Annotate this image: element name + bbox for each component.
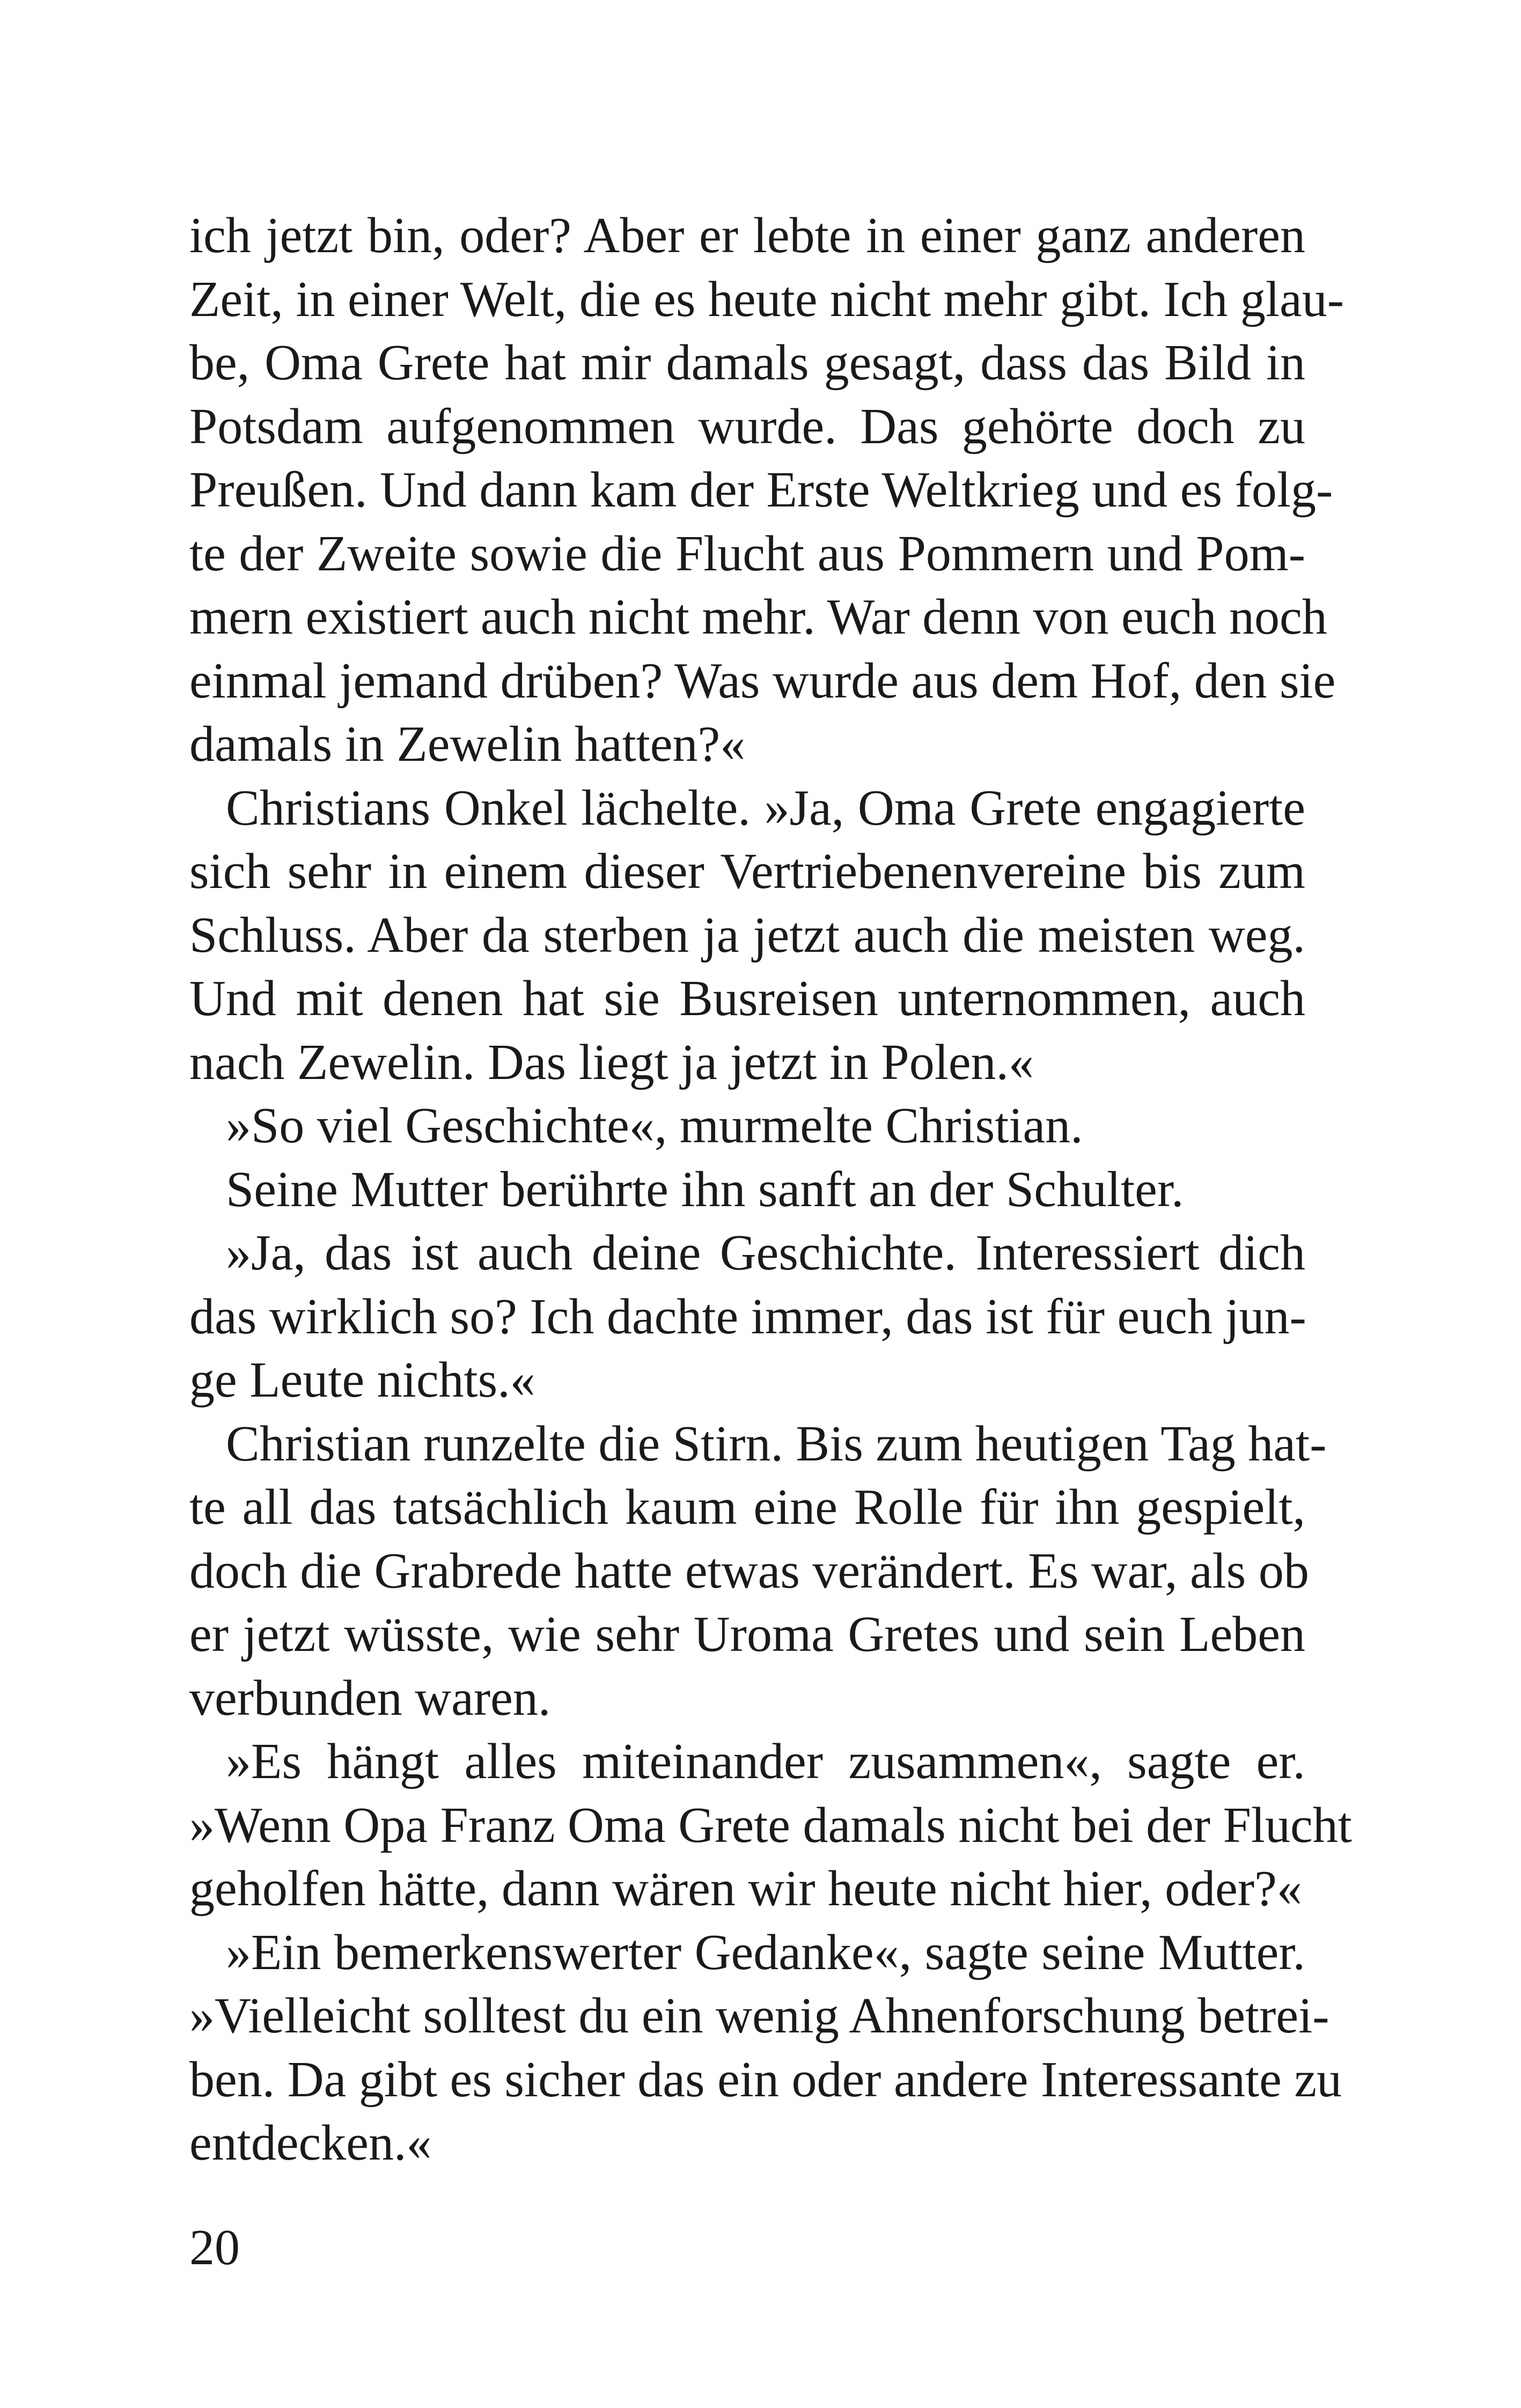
body-text — [189, 204, 1352, 2175]
page-number: 20 — [189, 2220, 240, 2275]
text-line: Seine Mutter berührte ihn sanft an der Schulter. — [226, 1161, 1184, 1217]
text-line: Christian runzelte die Stirn. Bis zum heutigen Tag hat- — [226, 1415, 1327, 1472]
text-line: ge Leute nichts.« — [189, 1352, 535, 1408]
text-line: »Ja, das ist auch deine Geschichte. Interessiert dich — [226, 1225, 1305, 1281]
text-line: »Vielleicht solltest du ein wenig Ahnenforschung betrei- — [189, 1988, 1329, 2044]
text-line: verbunden waren. — [189, 1670, 551, 1726]
text-line: nach Zewelin. Das liegt ja jetzt in Polen.« — [189, 1034, 1034, 1090]
text-line: »So viel Geschichte«, murmelte Christian. — [226, 1098, 1083, 1154]
text-line: Preußen. Und dann kam der Erste Weltkrieg und es folg- — [189, 462, 1333, 518]
text-line: entdecken.« — [189, 2115, 432, 2171]
text-line: te all das tatsächlich kaum eine Rolle für ihn gespielt, — [189, 1479, 1305, 1535]
text-line: be, Oma Grete hat mir damals gesagt, dass das Bild in — [189, 335, 1305, 391]
text-line: einmal jemand drüben? Was wurde aus dem Hof, den sie — [189, 652, 1336, 709]
text-line: ben. Da gibt es sicher das ein oder andere Interessante zu — [189, 2051, 1342, 2108]
text-line: Christians Onkel lächelte. »Ja, Oma Grete engagierte — [226, 780, 1305, 836]
text-line: doch die Grabrede hatte etwas verändert. Es war, als ob — [189, 1543, 1309, 1599]
text-line: ich jetzt bin, oder? Aber er lebte in einer ganz anderen — [189, 208, 1305, 263]
text-line: mern existiert auch nicht mehr. War denn von euch noch — [189, 589, 1327, 645]
text-line: »Ein bemerkenswerter Gedanke«, sagte seine Mutter. — [226, 1924, 1305, 1980]
text-line: te der Zweite sowie die Flucht aus Pommern und Pom- — [189, 525, 1305, 582]
text-line: sich sehr in einem dieser Vertriebenenvereine bis zum — [189, 843, 1305, 899]
text-line: er jetzt wüsste, wie sehr Uroma Gretes und sein Leben — [189, 1606, 1305, 1662]
text-line: Schluss. Aber da sterben ja jetzt auch die meisten weg. — [189, 907, 1305, 963]
text-line: Und mit denen hat sie Busreisen unternommen, auch — [189, 971, 1305, 1026]
text-line: Zeit, in einer Welt, die es heute nicht mehr gibt. Ich glau- — [189, 271, 1344, 327]
text-line: damals in Zewelin hatten?« — [189, 716, 746, 772]
text-line: »Es hängt alles miteinander zusammen«, sagte er. — [226, 1734, 1305, 1789]
text-line: das wirklich so? Ich dachte immer, das ist für euch jun- — [189, 1288, 1306, 1345]
text-line: geholfen hätte, dann wären wir heute nicht hier, oder?« — [189, 1861, 1302, 1917]
text-line: »Wenn Opa Franz Oma Grete damals nicht bei der Flucht — [189, 1797, 1352, 1853]
text-line: Potsdam aufgenommen wurde. Das gehörte doch zu — [189, 398, 1305, 454]
